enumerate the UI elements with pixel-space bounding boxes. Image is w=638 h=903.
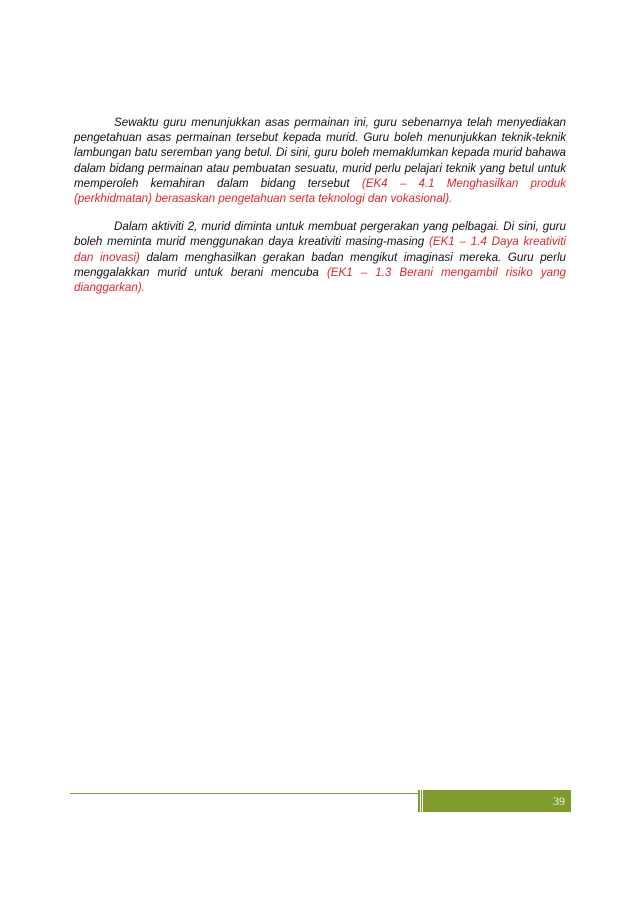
page-number: 39 [553,794,565,808]
paragraph-2-text-b: dalam menghasilkan gerakan badan mengikut imaginasi mereka. Guru perlu menggalakkan murid untuk berani mencuba [74,250,567,279]
footer-rule [70,793,420,794]
paragraph-1-reference-ek4: (EK4 – 4.1 Menghasilkan produk (perkhidmatan) berasaskan pengetahuan serta teknologi dan vokasional). [74,176,566,206]
body-text [74,115,566,295]
paragraph-1 [74,115,566,206]
paragraph-2-text-a: Dalam aktiviti 2, murid diminta untuk membuat pergerakan yang pelbagai. Di sini, guru boleh meminta murid menggunakan daya kreativiti masing-masing [74,220,566,249]
page-footer [70,790,568,814]
paragraph-2 [74,219,566,295]
paragraph-2-reference-ek1-1-3: (EK1 – 1.3 Berani mengambil risiko yang dianggarkan). [74,265,566,295]
paragraph-2-reference-ek1-1-4: (EK1 – 1.4 Daya kreativiti dan inovasi) [74,235,566,264]
paragraph-1-text-a: Sewaktu guru menunjukkan asas permainan ini, guru sebenarnya telah menyediakan pengetahuan asas permainan tersebut kepada murid. Guru boleh menunjukkan teknik-teknik lambungan batu seremban yang betul. Di sini, guru boleh memaklumkan kepada murid bahawa dalam bidang permainan atau pembuatan sesuatu, murid perlu pelajari teknik yang betul untuk memperoleh kemahiran dalam bidang tersebut [74,116,566,190]
footer-page-box [420,790,571,812]
